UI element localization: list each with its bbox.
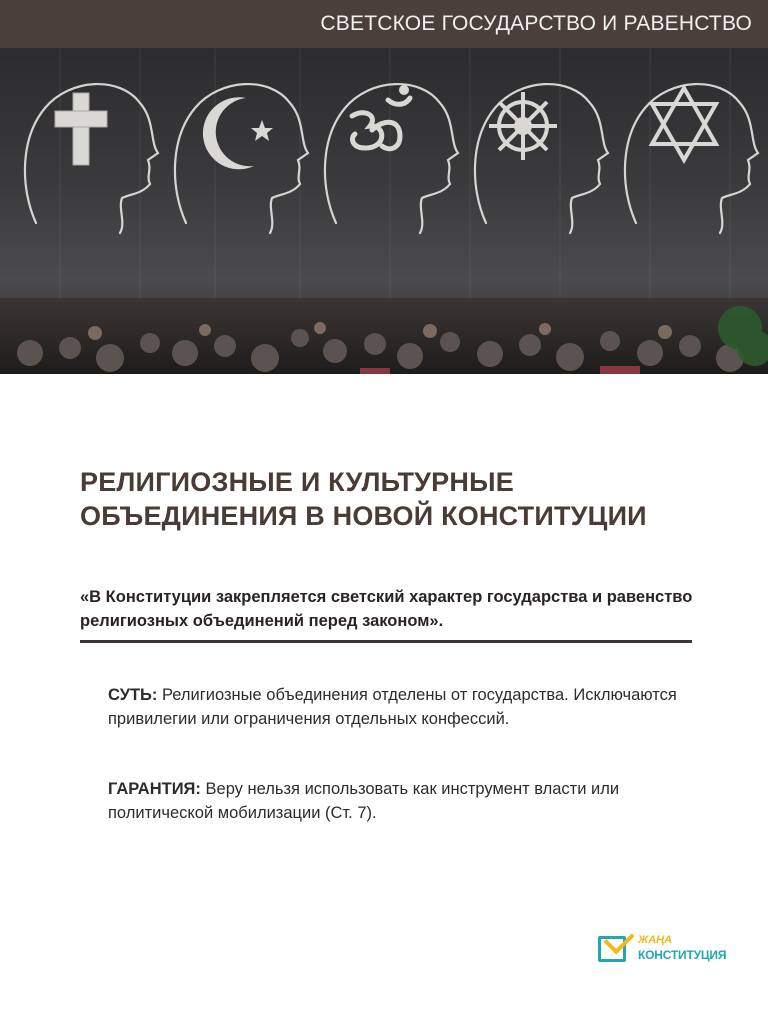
logo-line-2: КОНСТИТУЦИЯ [638, 948, 727, 962]
constitution-quote: «В Конституции закрепляется светский характер государства и равенство религиозных объединений перед законом». [80, 588, 693, 630]
top-banner [0, 0, 768, 48]
crowd-photo [0, 298, 768, 378]
heading-line-1: РЕЛИГИОЗНЫЕ И КУЛЬТУРНЫЕ [80, 467, 514, 497]
cross-icon [55, 93, 107, 165]
article-heading [80, 465, 720, 533]
guarantee-paragraph [108, 778, 698, 825]
head-outline [25, 84, 158, 233]
dharma-wheel-icon [489, 92, 557, 160]
star-of-david-icon [652, 88, 716, 160]
head-outline [625, 84, 758, 233]
hero-divider [0, 374, 768, 378]
essence-text: Религиозные объединения отделены от государства. Исключаются привилегии или ограничения отдельных конфессий. [108, 686, 677, 728]
head-outline [175, 84, 308, 233]
zhana-konstitutsiya-logo [598, 930, 728, 970]
head-outline [325, 84, 458, 233]
essence-paragraph [108, 684, 698, 731]
logo-line-1: ЖАҢА [638, 934, 673, 946]
guarantee-text: Веру нельзя использовать как инструмент власти или политической мобилизации (Ст. 7). [108, 780, 620, 822]
essence-label: СУТЬ: [108, 686, 158, 704]
om-icon [352, 88, 410, 149]
banner-title: СВЕТСКОЕ ГОСУДАРСТВО И РАВЕНСТВО [320, 12, 752, 35]
hero-illustration [0, 48, 768, 378]
quote-underline [80, 640, 692, 643]
crescent-star-icon [203, 97, 273, 169]
guarantee-label: ГАРАНТИЯ: [108, 780, 201, 798]
heading-line-2: ОБЪЕДИНЕНИЯ В НОВОЙ КОНСТИТУЦИИ [80, 501, 647, 531]
hero-image [0, 48, 768, 378]
